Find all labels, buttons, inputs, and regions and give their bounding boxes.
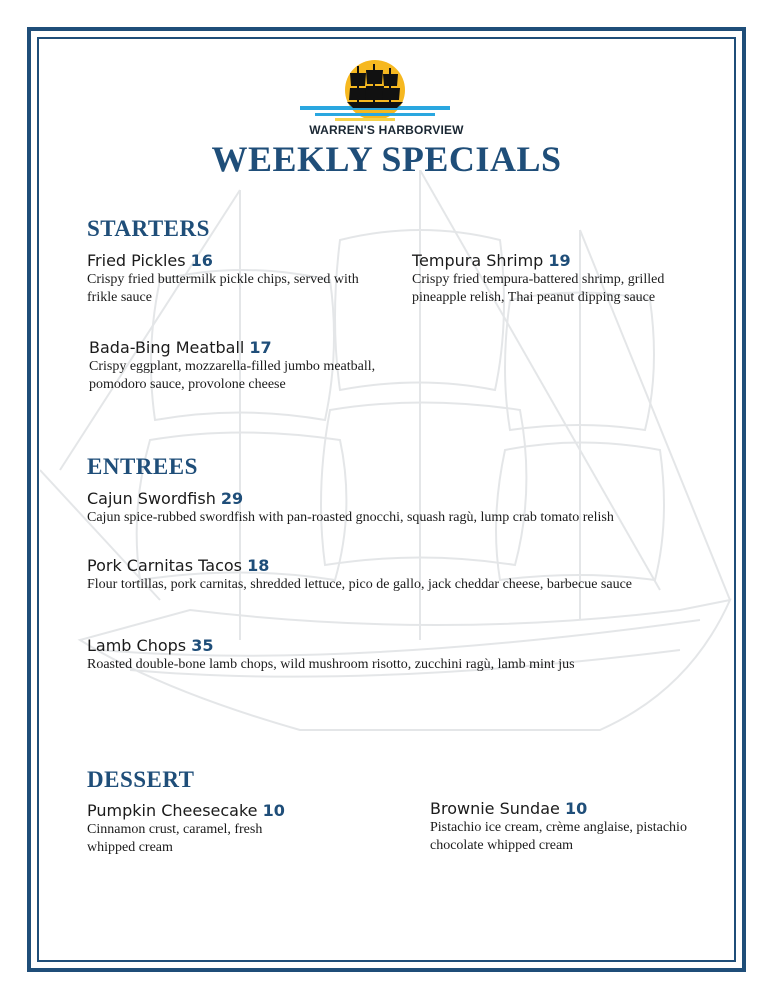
- item-title: [430, 799, 715, 818]
- item-description: Crispy eggplant, mozzarella-filled jumbo meatball, pomodoro sauce, provolone cheese: [89, 359, 376, 392]
- menu-item: [87, 251, 377, 307]
- restaurant-name: WARREN'S HARBORVIEW: [309, 123, 464, 137]
- dessert-heading: DESSERT: [87, 767, 195, 792]
- item-description: Pistachio ice cream, crème anglaise, pistachio chocolate whipped cream: [430, 820, 687, 853]
- item-price: 10: [262, 801, 285, 820]
- item-title: [412, 251, 712, 270]
- item-description: Roasted double-bone lamb chops, wild mushroom risotto, zucchini ragù, lamb mint jus: [87, 657, 575, 672]
- item-price: 29: [220, 489, 244, 508]
- page-title: WEEKLY SPECIALS: [211, 139, 562, 179]
- item-description: Flour tortillas, pork carnitas, shredded lettuce, pico de gallo, jack cheddar cheese, barbecue sauce: [87, 577, 632, 592]
- menu-item: [87, 489, 727, 527]
- item-title: [87, 801, 302, 820]
- item-title: [87, 556, 727, 575]
- item-title: [89, 338, 379, 357]
- item-description: Cinnamon crust, caramel, fresh whipped cream: [87, 822, 263, 855]
- item-title: [87, 636, 727, 655]
- item-name: Bada-Bing Meatball: [89, 338, 245, 357]
- item-description: Crispy fried tempura-battered shrimp, grilled pineapple relish, Thai peanut dipping sauce: [412, 272, 665, 305]
- menu-item: [89, 338, 379, 394]
- item-title: [87, 251, 377, 270]
- entrees-heading: ENTREES: [87, 454, 198, 479]
- item-name: Fried Pickles: [87, 251, 186, 270]
- item-price: 35: [191, 636, 214, 655]
- item-price: 18: [247, 556, 270, 575]
- item-description: Crispy fried buttermilk pickle chips, served with frikle sauce: [87, 272, 359, 305]
- item-title: [87, 489, 727, 508]
- item-description: Cajun spice-rubbed swordfish with pan-roasted gnocchi, squash ragù, lump crab tomato relish: [87, 510, 614, 525]
- item-price: 17: [249, 338, 272, 357]
- item-name: Pumpkin Cheesecake: [87, 801, 258, 820]
- menu-item: [87, 636, 727, 674]
- menu-item: [87, 556, 727, 594]
- item-name: Tempura Shrimp: [412, 251, 544, 270]
- menu-item: [87, 801, 302, 857]
- item-price: 16: [190, 251, 213, 270]
- item-name: Lamb Chops: [87, 636, 187, 655]
- menu-item: [430, 799, 715, 855]
- item-price: 19: [548, 251, 571, 270]
- item-name: Cajun Swordfish: [87, 489, 216, 508]
- item-name: Pork Carnitas Tacos: [87, 556, 243, 575]
- starters-heading: STARTERS: [87, 216, 210, 241]
- item-price: 10: [564, 799, 588, 818]
- menu-item: [412, 251, 712, 307]
- item-name: Brownie Sundae: [430, 799, 560, 818]
